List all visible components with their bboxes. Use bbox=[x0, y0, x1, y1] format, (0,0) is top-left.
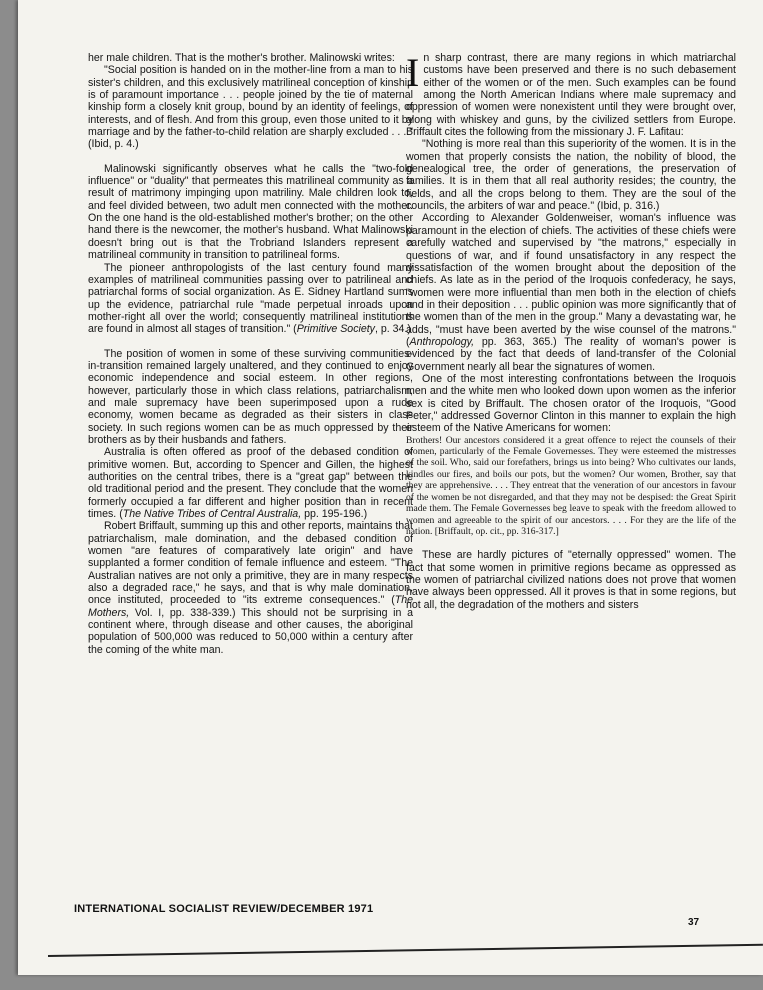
block-quote: Brothers! Our ancestors considered it a great offence to reject the counsels of their women, particularly of the Female Governesses. They were esteemed the mistresses of the soil. Who, said our forefathers, brings us into being? Who cultivates our lands, kindles our fires, and boils our pots, but the women? Our women, Brother, say that they are apprehensive. . . . They entreat that the veneration of our ancestors in favour of the women be not disregarded, and that they may not be despised: the Great Spirit made them. The Female Governesses beg leave to speak with the freedom allowed to women and agreeable to the spirit of our ancestors. . . . For they are the life of the nation. [Briffault, op. cit., pp. 316-317.] bbox=[406, 434, 736, 537]
lafitau-quote: "Nothing is more real than this superiority of the women. It is in the women that properly consists the nation, the nobility of blood, the genealogical tree, the order of generations, the preservation of families. It is in them that all real authority resides; the country, the fields, and all the crops belong to them. They are the soul of the councils, the arbiters of war and peace." (Ibid, p. 316.) bbox=[406, 138, 736, 213]
citation-title: The Native Tribes of Central Australia, bbox=[122, 508, 302, 521]
paragraph: One of the most interesting confrontations between the Iroquois men and the white men who looked down upon women as the inferior sex is cited by Briffault. The chosen orator of the Iroquois, "Good Peter," addressed Governor Clinton in this manner to explain the high esteem of the Native Americans for women: bbox=[406, 372, 736, 435]
malinowski-quote: "Social position is handed on in the mother-line from a man to his sister's children, and this exclusively matrilineal conception of kinship is of paramount importance . . . people joined by the tie of maternal kinship form a closely knit group, bound by an identity of feelings, of interests, and of flesh. And from this group, even those united to it by marriage and by the father-to-child relation are sharply excluded . . . " (Ibid, p. 4.) bbox=[88, 64, 413, 151]
paragraph: her male children. That is the mother's brother. Malinowski writes: bbox=[88, 52, 395, 64]
bottom-rule bbox=[48, 944, 763, 957]
paragraph: These are hardly pictures of "eternally oppressed" women. The fact that some women in primitive regions became as oppressed as the women of patriarchal civilized nations does not prove that women have always been oppressed. All it proves is that in some regions, but not all, the degradation of the mothers and sisters bbox=[406, 549, 736, 611]
paragraph: Australia is often offered as proof of the debased condition of primitive women. But, according to Spencer and Gillen, the highest authorities on the central tribes, there is a "great gap" between the old traditional period and the present. They conclude that the women formerly occupied a far different and higher position than in recent times. (The Native Tribes of Central Australia, pp. 195-196.) bbox=[88, 446, 413, 521]
paragraph: The position of women in some of these surviving communities-in-transition remained largely unaltered, and they continued to enjoy economic independence and social esteem. In other regions, however, particularly those in which class relations, patriarchalism, and male supremacy have been superimposed upon a rude economy, women became as degraded as their sisters in class society. In such regions women can be as much oppressed by their brothers as by their husbands and fathers. bbox=[88, 347, 413, 446]
paragraph: Robert Briffault, summing up this and other reports, maintains that patriarchalism, male domination, and the debased condition of women "are features of comparatively late origin" and have supplanted a former condition of female influence and esteem. "The Australian natives are not only a primitive, they are in many respects also a degraded race," he says, and that is why male domination, once instituted, proceeded to "its extreme consequences." (The Mothers, Vol. I, pp. 338-339.) This should not be surprising in a continent where, through disease and other causes, the aboriginal population of 500,000 was reduced to 50,000 within a century after the coming of the white man. bbox=[88, 520, 413, 656]
paragraph: Malinowski significantly observes what he calls the "two-fold influence" or "duality" that permeates this matrilineal community as a result of matrimony impinging upon matriliny. Male children look to, and feel divided between, two adult men connected with the mother. On the one hand is the old-established mother's brother; on the other hand there is the newcomer, the mother's husband. What Malinowski doesn't bring out is that the Trobriand Islanders represent a matrilineal community in transition to patrilineal forms. bbox=[88, 162, 413, 262]
citation-title: Primitive Society bbox=[296, 323, 375, 336]
magazine-page bbox=[18, 0, 763, 975]
left-column bbox=[88, 52, 413, 656]
citation-title: The Mothers, bbox=[88, 594, 413, 619]
right-column bbox=[406, 52, 736, 611]
drop-cap: I bbox=[406, 50, 420, 95]
page-number: 37 bbox=[688, 917, 700, 928]
publication-footer: INTERNATIONAL SOCIALIST REVIEW/DECEMBER 1971 bbox=[74, 903, 374, 915]
paragraph: The pioneer anthropologists of the last century found many examples of matrilineal communities passing over to patrilineal and patriarchal forms of social organization. As E. Sidney Hartland sums up the evidence, patriarchal rule "made perpetual inroads upon mother-right all over the world; consequently matrilineal institutions are found in almost all stages of transition." (Primitive Society, p. 34.) bbox=[88, 261, 413, 336]
paragraph: According to Alexander Goldenweiser, woman's influence was paramount in the election of chiefs. The activities of these chiefs were carefully watched and supervised by "the matrons," especially in questions of war, and if found unsatisfactory in any respect the dissatisfaction of the women brought about the deposition of the chiefs. As late as in the period of the Iroquois confederacy, he says, "women were more influential than men both in the election of chiefs and in their deposition . . . public opinion was more significantly that of the women than of the men in the group." Many a devastating war, he adds, "must have been averted by the wise counsel of the matrons." (Anthropology, pp. 363, 365.) The reality of woman's power is evidenced by the fact that deeds of land-transfer of the Colonial Government nearly all bear the signatures of women. bbox=[406, 212, 736, 373]
paragraph: In sharp contrast, there are many regions in which matriarchal customs have been preserved and there is no such debasement either of the women or of the men. Such examples can be found among the North American Indians where male supremacy and oppression of women were nonexistent until they were brought over, along with whiskey and guns, by the civilized settlers from Europe. Briffault cites the following from the missionary J. F. Lafitau: bbox=[406, 50, 736, 139]
citation-title: Anthropology, bbox=[409, 335, 475, 348]
